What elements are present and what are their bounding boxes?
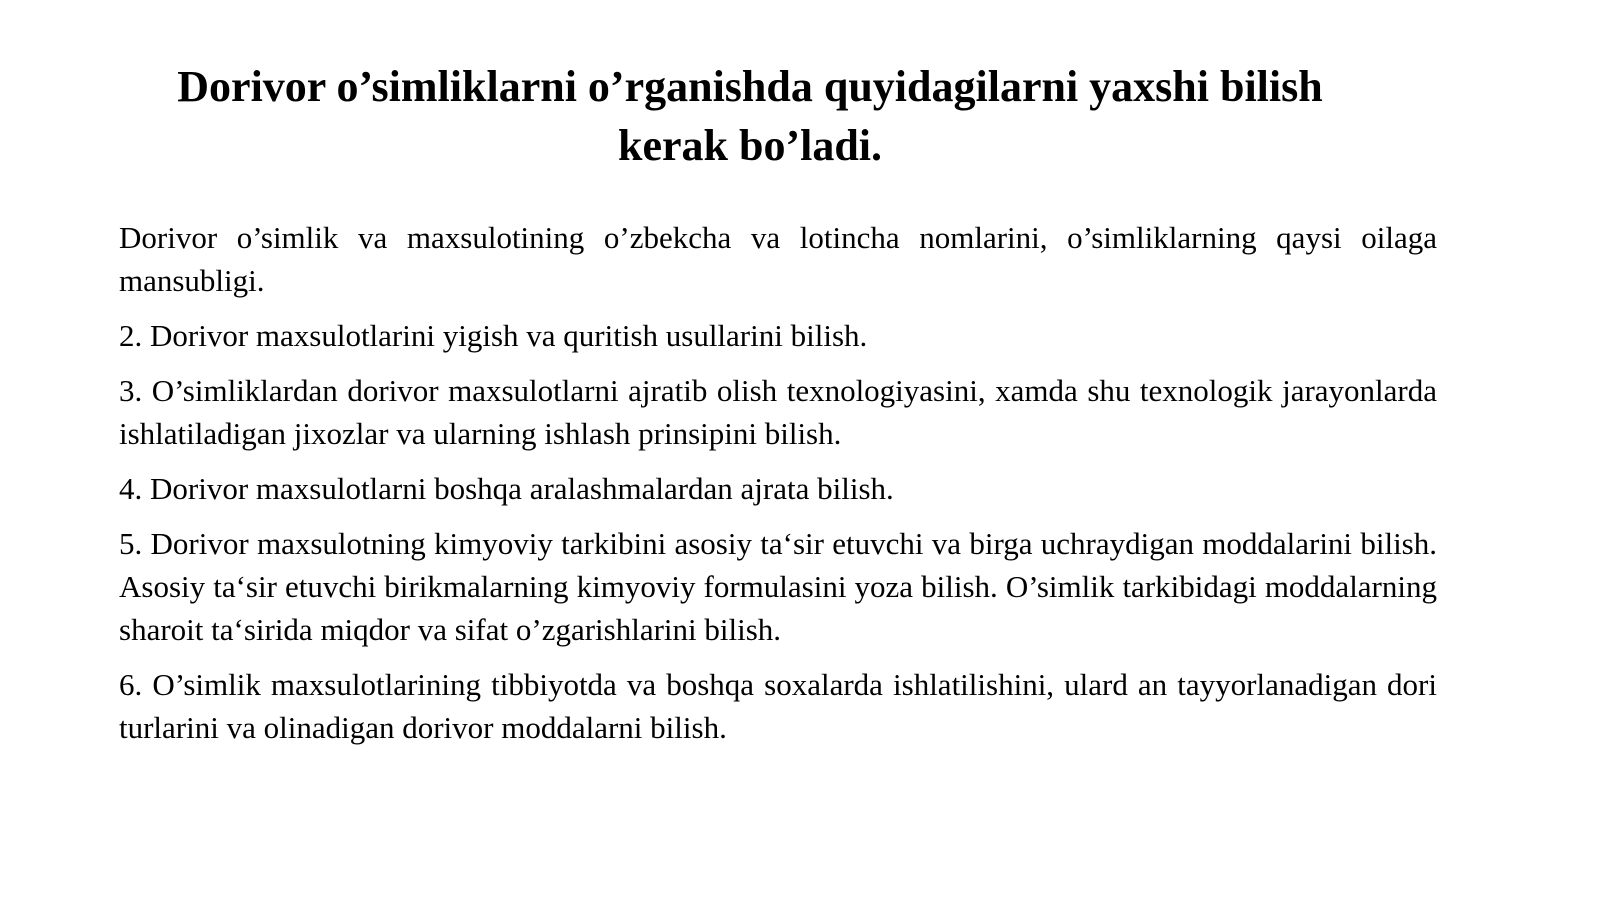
- slide-title: Dorivor o’simliklarni o’rganishda quyidagilarni yaxshi bilish kerak bo’ladi.: [177, 62, 1323, 170]
- paragraph-5: 5. Dorivor maxsulotning kimyoviy tarkibini asosiy ta‘sir etuvchi va birga uchraydigan moddalarini bilish. Asosiy ta‘sir etuvchi birikmalarning kimyoviy formulasini yoza bilish. O’simlik tarkibidagi moddalarning sharoit ta‘sirida miqdor va sifat o’zgarishlarini bilish.: [119, 526, 1437, 647]
- paragraph-6: 6. O’simlik maxsulotlarining tibbiyotda va boshqa soxalarda ishlatilishini, ulard an tayyorlanadigan dori turlarini va olinadigan dorivor moddalarni bilish.: [119, 667, 1437, 745]
- slide-body: [119, 216, 1437, 761]
- paragraph-4: 4. Dorivor maxsulotlarni boshqa aralashmalardan ajrata bilish.: [119, 471, 894, 506]
- paragraph-2: 2. Dorivor maxsulotlarini yigish va quritish usullarini bilish.: [119, 318, 868, 353]
- paragraph-3: 3. O’simliklardan dorivor maxsulotlarni ajratib olish texnologiyasini, xamda shu texnologik jarayonlarda ishlatiladigan jixozlar va ularning ishlash prinsipini bilish.: [119, 373, 1437, 451]
- paragraph-1: Dorivor o’simlik va maxsulotining o’zbekcha va lotincha nomlarini, o’simliklarning qaysi oilaga mansubligi.: [119, 220, 1437, 298]
